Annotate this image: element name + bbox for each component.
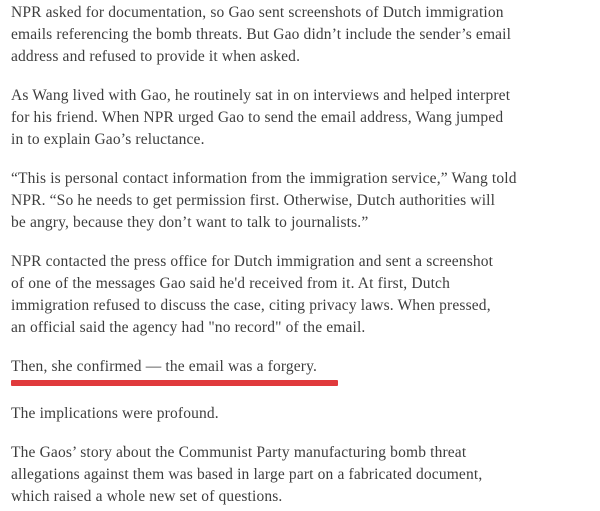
paragraph bbox=[11, 442, 572, 508]
text-line: be angry, because they don’t want to talk to journalists.” bbox=[11, 214, 369, 231]
paragraph bbox=[11, 2, 572, 68]
paragraph bbox=[11, 403, 572, 425]
text-line: “This is personal contact information from the immigration service,” Wang told bbox=[11, 170, 517, 187]
text-line: emails referencing the bomb threats. But Gao didn’t include the sender’s email bbox=[11, 26, 512, 43]
text-line: an official said the agency had "no record" of the email. bbox=[11, 319, 366, 336]
paragraph bbox=[11, 85, 572, 151]
highlighted-statement bbox=[11, 356, 572, 386]
text-line: address and refused to provide it when asked. bbox=[11, 48, 301, 65]
paragraph bbox=[11, 356, 572, 378]
text-line: The implications were profound. bbox=[11, 405, 219, 422]
text-line: which raised a whole new set of questions. bbox=[11, 488, 283, 505]
text-line: The Gaos’ story about the Communist Party manufacturing bomb threat bbox=[11, 444, 467, 461]
text-line: NPR contacted the press office for Dutch immigration and sent a screenshot bbox=[11, 253, 494, 270]
text-line: for his friend. When NPR urged Gao to send the email address, Wang jumped bbox=[11, 109, 504, 126]
text-line: NPR. “So he needs to get permission first. Otherwise, Dutch authorities will bbox=[11, 192, 496, 209]
text-line: Then, she confirmed — the email was a forgery. bbox=[11, 358, 318, 375]
text-line: of one of the messages Gao said he'd received from it. At first, Dutch bbox=[11, 275, 450, 292]
red-underline bbox=[11, 380, 338, 386]
text-line: in to explain Gao’s reluctance. bbox=[11, 131, 205, 148]
text-line: As Wang lived with Gao, he routinely sat in on interviews and helped interpret bbox=[11, 87, 511, 104]
text-line: NPR asked for documentation, so Gao sent screenshots of Dutch immigration bbox=[11, 4, 504, 21]
text-line: allegations against them was based in large part on a fabricated document, bbox=[11, 466, 483, 483]
text-line: immigration refused to discuss the case, citing privacy laws. When pressed, bbox=[11, 297, 491, 314]
paragraph bbox=[11, 251, 572, 339]
paragraph bbox=[11, 168, 572, 234]
